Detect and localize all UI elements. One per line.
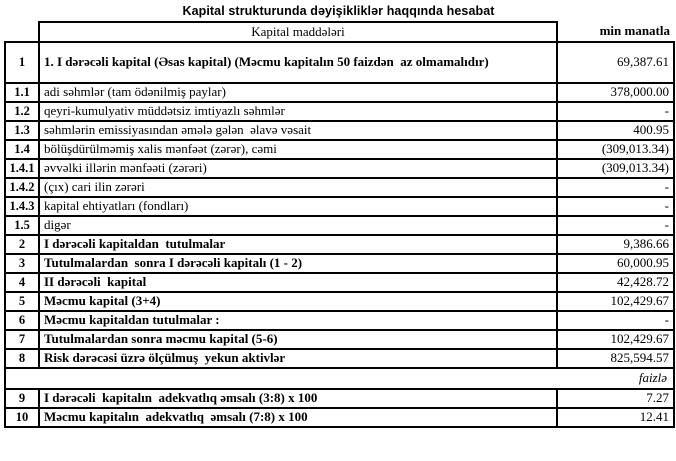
row-value: 60,000.95	[557, 254, 674, 273]
row-number: 8	[5, 349, 39, 368]
row-label: qeyri-kumulyativ müddətsiz imtiyazlı səhmlər	[39, 102, 557, 121]
row-value: 102,429.67	[557, 330, 674, 349]
row-value: 400.95	[557, 121, 674, 140]
table-row	[5, 254, 674, 273]
percent-note: faizlə	[5, 368, 674, 389]
row-value: 825,594.57	[557, 349, 674, 368]
table-row	[5, 197, 674, 216]
table-row	[5, 235, 674, 254]
row-number: 1.4	[5, 140, 39, 159]
row-label: əvvəlki illərin mənfəəti (zərəri)	[39, 159, 557, 178]
row-value: 378,000.00	[557, 83, 674, 102]
row-number: 4	[5, 273, 39, 292]
row-value: -	[557, 102, 674, 121]
row-label: səhmlərin emissiyasından əmələ gələn əlavə vəsait	[39, 121, 557, 140]
table-row	[5, 330, 674, 349]
row-number: 3	[5, 254, 39, 273]
row-number: 1	[5, 42, 39, 83]
table-row	[5, 216, 674, 235]
row-label: I dərəcəli kapitalın adekvatlıq əmsalı (3:8) x 100	[39, 389, 557, 408]
table-row	[5, 311, 674, 330]
table-row	[5, 102, 674, 121]
row-number: 1.1	[5, 83, 39, 102]
row-label: I dərəcəli kapitaldan tutulmalar	[39, 235, 557, 254]
row-label: digər	[39, 216, 557, 235]
row-value: 7.27	[557, 389, 674, 408]
row-number: 1.4.1	[5, 159, 39, 178]
table-row	[5, 83, 674, 102]
row-value: 9,386.66	[557, 235, 674, 254]
row-value: 42,428.72	[557, 273, 674, 292]
row-label: kapital ehtiyatları (fondları)	[39, 197, 557, 216]
row-label: (çıx) cari ilin zərəri	[39, 178, 557, 197]
table-row	[5, 121, 674, 140]
table-row	[5, 273, 674, 292]
row-number: 10	[5, 408, 39, 427]
table-row	[5, 178, 674, 197]
row-value: (309,013.34)	[557, 159, 674, 178]
table-row	[5, 42, 674, 83]
row-number: 1.4.2	[5, 178, 39, 197]
capital-structure-table	[4, 21, 675, 428]
table-row	[5, 292, 674, 311]
table-row	[5, 349, 674, 368]
header-capital-items: Kapital maddələri	[39, 22, 557, 42]
row-value: -	[557, 178, 674, 197]
table-row	[5, 140, 674, 159]
percent-note-row	[5, 368, 674, 389]
row-number: 2	[5, 235, 39, 254]
row-label: Risk dərəcəsi üzrə ölçülmuş yekun aktivlər	[39, 349, 557, 368]
row-number: 1.5	[5, 216, 39, 235]
table-row	[5, 408, 674, 427]
row-number: 1.3	[5, 121, 39, 140]
row-number: 5	[5, 292, 39, 311]
row-number: 6	[5, 311, 39, 330]
row-label: II dərəcəli kapital	[39, 273, 557, 292]
row-value: -	[557, 216, 674, 235]
row-value: 69,387.61	[557, 42, 674, 83]
row-label: Məcmu kapital (3+4)	[39, 292, 557, 311]
row-value: 102,429.67	[557, 292, 674, 311]
row-label: Tutulmalardan sonra məcmu kapital (5-6)	[39, 330, 557, 349]
header-spacer	[5, 22, 39, 42]
row-label: 1. I dərəcəli kapital (Əsas kapital) (Məcmu kapitalın 50 faizdən az olmamalıdır)	[39, 42, 557, 83]
table-row	[5, 389, 674, 408]
row-number: 9	[5, 389, 39, 408]
page-title: Kapital strukturunda dəyişikliklər haqqında hesabat	[182, 4, 495, 18]
row-number: 1.2	[5, 102, 39, 121]
row-label: Məcmu kapitalın adekvatlıq əmsalı (7:8) x 100	[39, 408, 557, 427]
row-label: Məcmu kapitaldan tutulmalar :	[39, 311, 557, 330]
row-number: 7	[5, 330, 39, 349]
row-number: 1.4.3	[5, 197, 39, 216]
row-value: -	[557, 311, 674, 330]
row-label: bölüşdürülməmiş xalis mənfəət (zərər), cəmi	[39, 140, 557, 159]
table-header-row	[5, 22, 674, 42]
header-unit-label: min manatla	[599, 23, 670, 39]
table-row	[5, 159, 674, 178]
row-label: Tutulmalardan sonra I dərəcəli kapitalı (1 - 2)	[39, 254, 557, 273]
row-value: 12.41	[557, 408, 674, 427]
row-value: (309,013.34)	[557, 140, 674, 159]
row-label: adi səhmlər (tam ödənilmiş paylar)	[39, 83, 557, 102]
row-value: -	[557, 197, 674, 216]
